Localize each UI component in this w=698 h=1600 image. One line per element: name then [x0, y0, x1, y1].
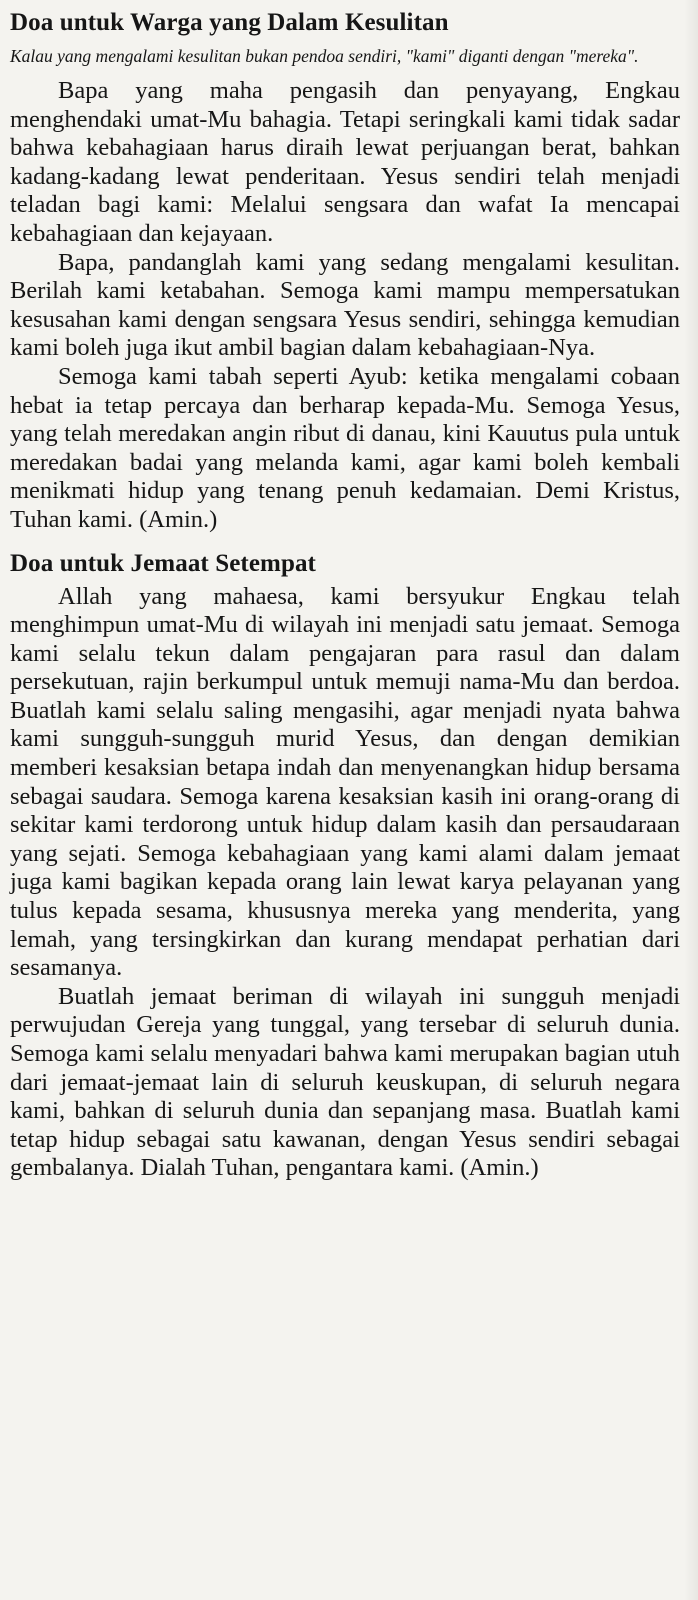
prayer-section-warga — [10, 8, 680, 535]
prayer-section-jemaat — [10, 549, 680, 1183]
document-page — [10, 8, 680, 1183]
prayer-paragraph: Allah yang mahaesa, kami bersyukur Engkau telah menghimpun umat-Mu di wilayah ini menjadi satu jemaat. Semoga kami selalu tekun dalam pengajaran para rasul dan dalam persekutuan, rajin berkumpul untuk memuji nama-Mu dan berdoa. Buatlah kami selalu saling mengasihi, agar menjadi nyata bahwa kami sungguh-sungguh murid Yesus, dan dengan demikian memberi kesaksian betapa indah dan menyenangkan hidup bersama sebagai saudara. Semoga karena kesaksian kasih ini orang-orang di sekitar kami terdorong untuk hidup dalam kasih dan persaudaraan yang sejati. Semoga kebahagiaan yang kami alami dalam jemaat juga kami bagikan kepada orang lain lewat karya pelayanan yang tulus kepada sesama, khususnya mereka yang menderita, yang lemah, yang tersingkirkan dan kurang mendapat perhatian dari sesamanya. — [10, 582, 680, 982]
prayer-paragraph: Semoga kami tabah seperti Ayub: ketika mengalami cobaan hebat ia tetap percaya dan berharap kepada-Mu. Semoga Yesus, yang telah meredakan angin ribut di danau, kini Kauutus pula untuk meredakan badai yang melanda kami, agar kami boleh kembali menikmati hidup yang tenang penuh kedamaian. Demi Kristus, Tuhan kami. (Amin.) — [10, 362, 680, 533]
prayer-paragraph: Buatlah jemaat beriman di wilayah ini sungguh menjadi perwujudan Gereja yang tunggal, yang tersebar di seluruh dunia. Semoga kami selalu menyadari bahwa kami merupakan bagian utuh dari jemaat-jemaat lain di seluruh keuskupan, di seluruh negara kami, bahkan di seluruh dunia dan sepanjang masa. Buatlah kami tetap hidup sebagai satu kawanan, dengan Yesus sendiri sebagai gembalanya. Dialah Tuhan, pengantara kami. (Amin.) — [10, 982, 680, 1182]
prayer-paragraph: Bapa, pandanglah kami yang sedang mengalami kesulitan. Berilah kami ketabahan. Semoga kami mampu mempersatukan kesusahan kami dengan sengsara Yesus sendiri, sehingga kemudian kami boleh juga ikut ambil bagian dalam kebahagiaan-Nya. — [10, 248, 680, 362]
prayer-paragraph: Bapa yang maha pengasih dan penyayang, Engkau menghendaki umat-Mu bahagia. Tetapi seringkali kami tidak sadar bahwa kebahagiaan harus diraih lewat perjuangan berat, bahkan kadang-kadang lewat penderitaan. Yesus sendiri telah menjadi teladan bagi kami: Melalui sengsara dan wafat Ia mencapai kebahagiaan dan kejayaan. — [10, 77, 680, 247]
section-title: Doa untuk Warga yang Dalam Kesulitan — [10, 9, 449, 36]
rubric-note: Kalau yang mengalami kesulitan bukan pendoa sendiri, "kami" diganti dengan "mereka". — [10, 46, 639, 66]
page-edge-shadow — [684, 0, 698, 1600]
section-title: Doa untuk Jemaat Setempat — [10, 549, 316, 577]
